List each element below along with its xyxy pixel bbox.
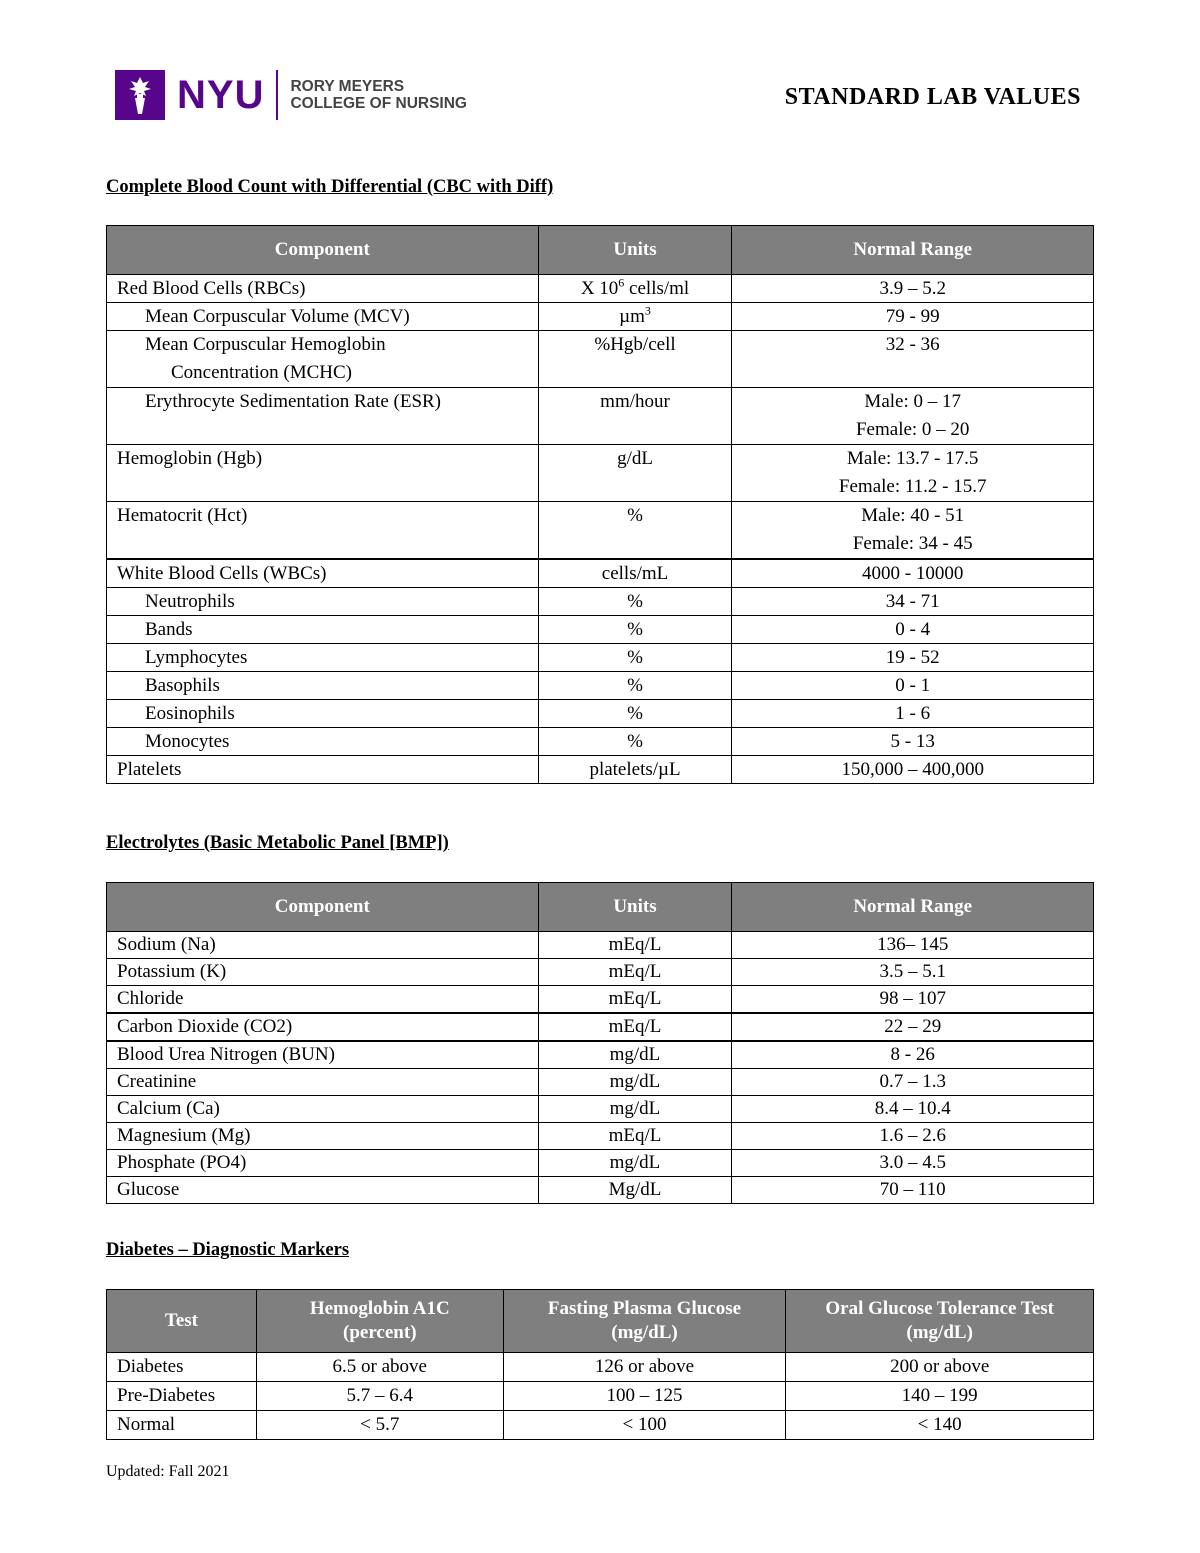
column-header: Units [538,226,732,275]
ogtt-cell: 140 – 199 [786,1382,1094,1411]
column-header: Normal Range [732,883,1094,932]
ogtt-cell: 200 or above [786,1353,1094,1382]
column-header [786,1290,1094,1353]
table-row [107,388,1094,445]
component-cell: Lymphocytes [107,644,539,672]
column-header [107,1290,257,1353]
diabetes-heading: Diabetes – Diagnostic Markers [106,1240,350,1260]
fpg-cell: 126 or above [503,1353,786,1382]
logo-divider [276,70,278,120]
units-cell: % [538,700,732,728]
table-row [107,588,1094,616]
table-row [107,700,1094,728]
test-cell: Pre-Diabetes [107,1382,257,1411]
units-cell: mg/dL [538,1096,732,1123]
range-line: Male: 0 – 17 [864,391,961,412]
range-cell: 22 – 29 [732,1013,1094,1041]
component-cell: Sodium (Na) [107,932,539,959]
logo-school-line2: COLLEGE OF NURSING [290,95,467,112]
units-cell: % [538,502,732,560]
bmp-table [106,882,1094,1204]
range-cell: 3.5 – 5.1 [732,959,1094,986]
diabetes-table [106,1289,1094,1440]
units-superscript: 6 [618,275,625,290]
units-cell: mg/dL [538,1150,732,1177]
units-cell: Mg/dL [538,1177,732,1204]
units-cell: mm/hour [538,388,732,445]
component-cell: Bands [107,616,539,644]
units-cell [538,303,732,331]
units-cell: mEq/L [538,959,732,986]
fpg-cell: 100 – 125 [503,1382,786,1411]
range-cell: 34 - 71 [732,588,1094,616]
component-cell: Phosphate (PO4) [107,1150,539,1177]
cbc-table [106,225,1094,784]
table-row [107,331,1094,388]
component-cell: Creatinine [107,1069,539,1096]
range-line: Female: 11.2 - 15.7 [838,476,987,497]
component-cell: Blood Urea Nitrogen (BUN) [107,1041,539,1069]
range-cell: 1.6 – 2.6 [732,1123,1094,1150]
column-header: Component [107,226,539,275]
table-row [107,672,1094,700]
range-line: Male: 40 - 51 [861,505,965,526]
component-cell: Neutrophils [107,588,539,616]
component-cell: Red Blood Cells (RBCs) [107,275,539,303]
table-row [107,303,1094,331]
component-cell: Calcium (Ca) [107,1096,539,1123]
range-cell: 136– 145 [732,932,1094,959]
table-row [107,1041,1094,1069]
range-line: Female: 34 - 45 [852,533,973,554]
component-cell: Chloride [107,986,539,1014]
logo-school-name [290,78,467,112]
table-header-row [107,1290,1094,1353]
a1c-cell: 6.5 or above [256,1353,503,1382]
range-cell: 98 – 107 [732,986,1094,1014]
column-header: Normal Range [732,226,1094,275]
component-cell: Erythrocyte Sedimentation Rate (ESR) [107,388,539,445]
units-cell: platelets/µL [538,756,732,784]
units-cell: mEq/L [538,932,732,959]
units-cell: g/dL [538,445,732,502]
range-cell [732,388,1094,445]
table-row [107,728,1094,756]
table-row [107,986,1094,1014]
table-row [107,959,1094,986]
nyu-torch-icon [115,70,165,120]
table-row [107,445,1094,502]
header-line: (percent) [343,1322,417,1343]
column-header: Units [538,883,732,932]
table-row [107,1069,1094,1096]
test-cell: Diabetes [107,1353,257,1382]
document-title: STANDARD LAB VALUES [784,84,1081,110]
range-cell: 4000 - 10000 [732,559,1094,588]
header-line: Hemoglobin A1C [309,1298,450,1319]
units-text: cells/ml [624,278,690,299]
component-cell: Monocytes [107,728,539,756]
units-cell: % [538,644,732,672]
range-cell: 8 - 26 [732,1041,1094,1069]
range-cell: 1 - 6 [732,700,1094,728]
units-cell: mEq/L [538,986,732,1014]
component-cell: Platelets [107,756,539,784]
header-line: Test [164,1310,198,1331]
a1c-cell: 5.7 – 6.4 [256,1382,503,1411]
bmp-heading: Electrolytes (Basic Metabolic Panel [BMP]) [106,833,449,853]
range-cell: 0.7 – 1.3 [732,1069,1094,1096]
table-row [107,502,1094,560]
range-cell: 0 - 4 [732,616,1094,644]
logo-school-line1: RORY MEYERS [290,78,405,95]
component-cell: Hematocrit (Hct) [107,502,539,560]
table-row [107,1177,1094,1204]
component-cell: Carbon Dioxide (CO2) [107,1013,539,1041]
units-cell: mEq/L [538,1123,732,1150]
range-cell: 0 - 1 [732,672,1094,700]
table-row [107,932,1094,959]
units-cell: mg/dL [538,1069,732,1096]
column-header [503,1290,786,1353]
header-line: (mg/dL) [611,1322,678,1343]
table-header-row [107,883,1094,932]
range-cell: 3.9 – 5.2 [732,275,1094,303]
table-row [107,559,1094,588]
table-row [107,644,1094,672]
units-cell: mg/dL [538,1041,732,1069]
column-header [256,1290,503,1353]
table-row [107,1411,1094,1440]
range-cell: 5 - 13 [732,728,1094,756]
table-row [107,275,1094,303]
units-cell: % [538,616,732,644]
units-cell: % [538,728,732,756]
table-row [107,1150,1094,1177]
table-row [107,1353,1094,1382]
component-cell: Glucose [107,1177,539,1204]
header-line: (mg/dL) [906,1322,973,1343]
range-cell: 79 - 99 [732,303,1094,331]
table-row [107,756,1094,784]
table-row [107,1382,1094,1411]
range-cell [732,445,1094,502]
units-cell: mEq/L [538,1013,732,1041]
header-line: Oral Glucose Tolerance Test [825,1298,1054,1319]
table-row [107,616,1094,644]
column-header: Component [107,883,539,932]
units-cell: cells/mL [538,559,732,588]
component-cell [107,331,539,388]
units-cell: % [538,672,732,700]
logo-wordmark: NYU [177,73,265,117]
table-row [107,1013,1094,1041]
fpg-cell: < 100 [503,1411,786,1440]
table-row [107,1123,1094,1150]
range-cell: 3.0 – 4.5 [732,1150,1094,1177]
range-cell: 150,000 – 400,000 [732,756,1094,784]
units-cell: %Hgb/cell [538,331,732,388]
units-superscript: 3 [644,303,651,318]
component-cell: Eosinophils [107,700,539,728]
header-line: Fasting Plasma Glucose [547,1298,742,1319]
component-cell: Mean Corpuscular Volume (MCV) [107,303,539,331]
range-cell: 32 - 36 [732,331,1094,388]
range-line: Male: 13.7 - 17.5 [847,448,979,469]
nyu-logo [115,70,467,120]
component-cell: Magnesium (Mg) [107,1123,539,1150]
component-cell: Hemoglobin (Hgb) [107,445,539,502]
table-row [107,1096,1094,1123]
range-cell [732,502,1094,560]
ogtt-cell: < 140 [786,1411,1094,1440]
units-text: X 10 [580,278,619,299]
component-cell: White Blood Cells (WBCs) [107,559,539,588]
units-cell: % [538,588,732,616]
a1c-cell: < 5.7 [256,1411,503,1440]
cbc-heading: Complete Blood Count with Differential (CBC with Diff) [106,177,554,197]
units-text: µm [619,306,645,327]
updated-note: Updated: Fall 2021 [106,1463,230,1480]
range-line: Female: 0 – 20 [855,419,970,440]
range-cell: 19 - 52 [732,644,1094,672]
units-cell [538,275,732,303]
component-line: Mean Corpuscular Hemoglobin [145,334,386,355]
range-cell: 70 – 110 [732,1177,1094,1204]
table-header-row [107,226,1094,275]
component-cell: Basophils [107,672,539,700]
range-cell: 8.4 – 10.4 [732,1096,1094,1123]
component-line: Concentration (MCHC) [171,362,353,383]
test-cell: Normal [107,1411,257,1440]
component-cell: Potassium (K) [107,959,539,986]
